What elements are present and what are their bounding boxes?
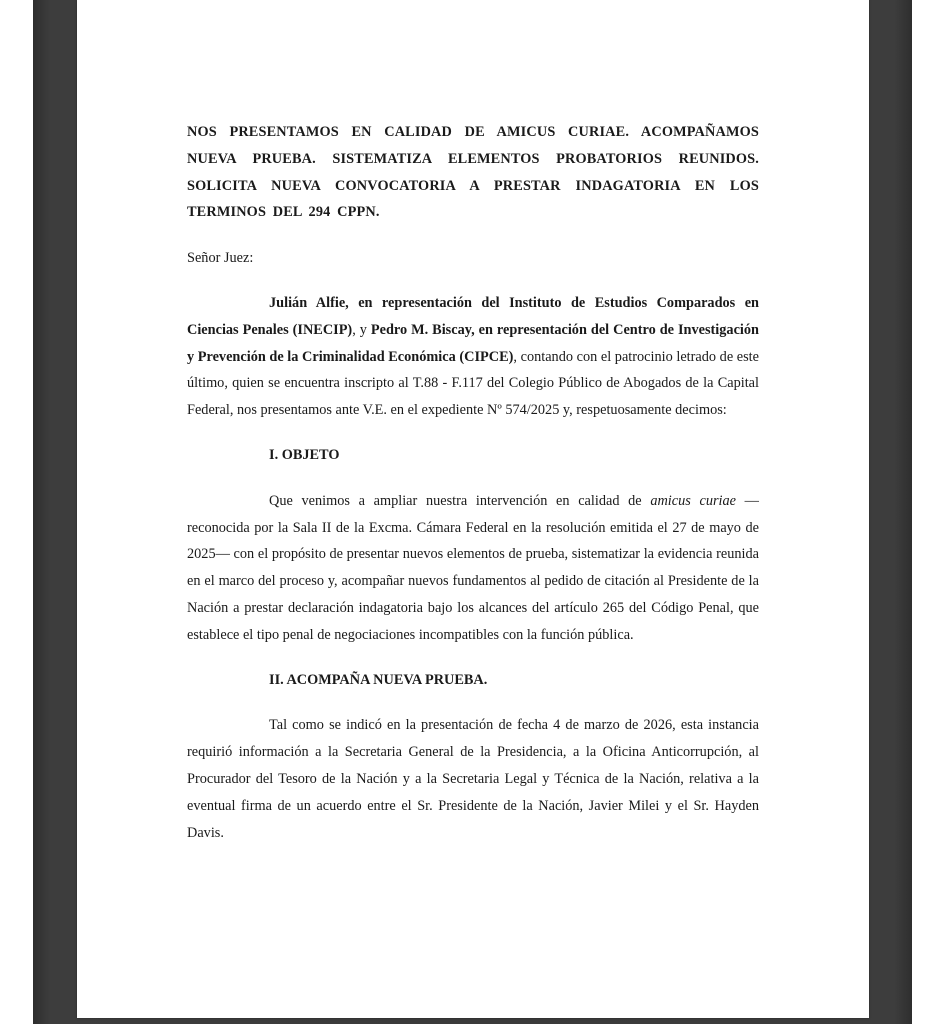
document-page	[77, 0, 869, 1018]
presenter-1: Julián Alfie, en representación del Instituto de Estudios Comparados en Ciencias Penales (INECIP)	[187, 294, 759, 338]
page-content	[187, 119, 759, 865]
section-heading-objeto: I. OBJETO	[269, 447, 340, 464]
intro-rest: , contando con el patrocinio letrado de este último, quien se encuentra inscripto al T.88 - F.117 del Colegio Público de Abogados de la Capital Federal, nos presentamos ante V.E. en el expediente Nº 574/2025 y, respetuosamente decimos:	[187, 348, 760, 419]
document-title: NOS PRESENTAMOS EN CALIDAD DE AMICUS CURIAE. ACOMPAÑAMOS NUEVA PRUEBA. SISTEMATIZA ELEMENTOS PROBATORIOS REUNIDOS. SOLICITA NUEVA CONVOCATORIA A PRESTAR INDAGATORIA EN LOS TERMINOS DEL 294 CPPN.	[187, 124, 759, 221]
section-heading-prueba: II. ACOMPAÑA NUEVA PRUEBA.	[269, 672, 488, 689]
objeto-text-before: Que venimos a ampliar nuestra intervención en calidad de	[269, 492, 651, 509]
section-prueba-paragraph: Tal como se indicó en la presentación de fecha 4 de marzo de 2026, esta instancia requirió información a la Secretaria General de la Presidencia, a la Oficina Anticorrupción, al Procurador del Tesoro de la Nación y a la Secretaria Legal y Técnica de la Nación, relativa a la eventual firma de un acuerdo entre el Sr. Presidente de la Nación, Javier Milei y el Sr. Hayden Davis.	[187, 717, 759, 841]
objeto-text-italic: amicus curiae	[650, 492, 737, 509]
presenter-2: Pedro M. Biscay, en representación del Centro de Investigación y Prevención de la Criminalidad Económica (CIPCE)	[187, 321, 759, 365]
salutation: Señor Juez:	[187, 249, 254, 266]
presenter-separator: , y	[352, 321, 371, 338]
section-objeto-paragraph	[187, 488, 759, 649]
intro-paragraph	[187, 290, 759, 424]
objeto-text-after: —reconocida por la Sala II de la Excma. Cámara Federal en la resolución emitida el 27 de mayo de 2025— con el propósito de presentar nuevos elementos de prueba, sistematizar la evidencia reunida en el marco del proceso y, acompañar nuevos fundamentos al pedido de citación al Presidente de la Nación a prestar declaración indagatoria bajo los alcances del artículo 265 del Código Penal, que establece el tipo penal de negociaciones incompatibles con la función pública.	[187, 492, 759, 643]
document-viewer[interactable]	[33, 0, 912, 1024]
